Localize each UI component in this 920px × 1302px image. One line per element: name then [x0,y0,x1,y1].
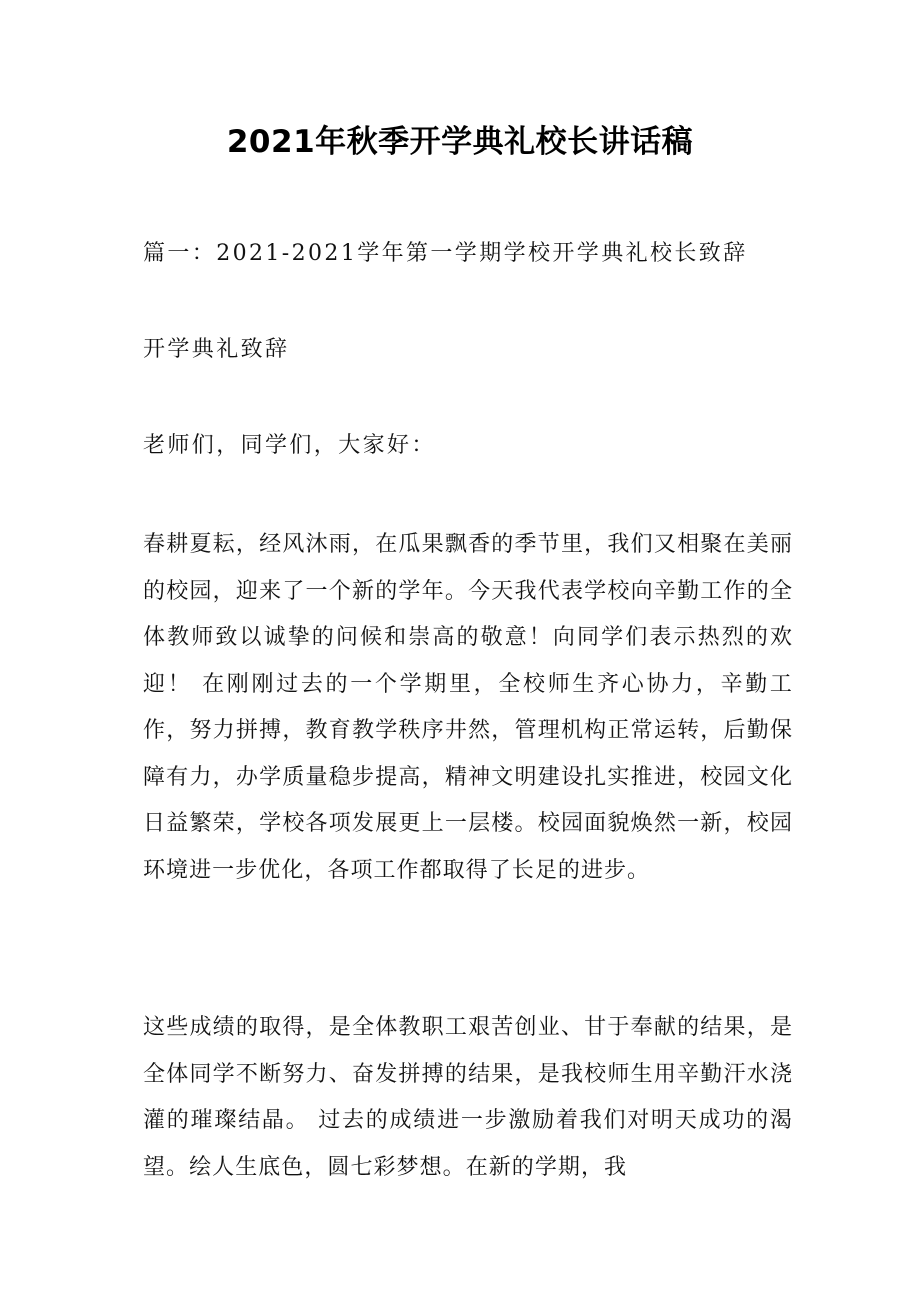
section-heading: 篇一：2021-2021学年第一学期学校开学典礼校长致辞 [143,241,748,266]
document-title: 2021年秋季开学典礼校长讲话稿 [226,124,694,160]
greeting: 老师们，同学们，大家好： [143,433,436,458]
paragraph-1: 春耕夏耘，经风沐雨，在瓜果飘香的季节里，我们又相聚在美丽的校园，迎来了一个新的学年。今天我代表学校向辛勤工作的全体教师致以诚挚的问候和崇高的敬意！向同学们表示热烈的欢迎！ 在刚刚过去的一个学期里，全校师生齐心协力，辛勤工作，努力拼搏，教育教学秩序井然，管理机构正常运转，后勤保障有力，办学质量稳步提高，精神文明建设扎实推进，校园文化日益繁荣，学校各项发展更上一层楼。校园面貌焕然一新，校园环境进一步优化，各项工作都取得了长足的进步。 [143,532,793,883]
paragraph-2: 这些成绩的取得，是全体教职工艰苦创业、甘于奉献的结果，是全体同学不断努力、奋发拼搏的结果，是我校师生用辛勤汗水浇灌的璀璨结晶。 过去的成绩进一步激励着我们对明天成功的渴望。绘人生底色，圆七彩梦想。在新的学期，我 [143,1015,793,1180]
subheading: 开学典礼致辞 [143,337,290,362]
